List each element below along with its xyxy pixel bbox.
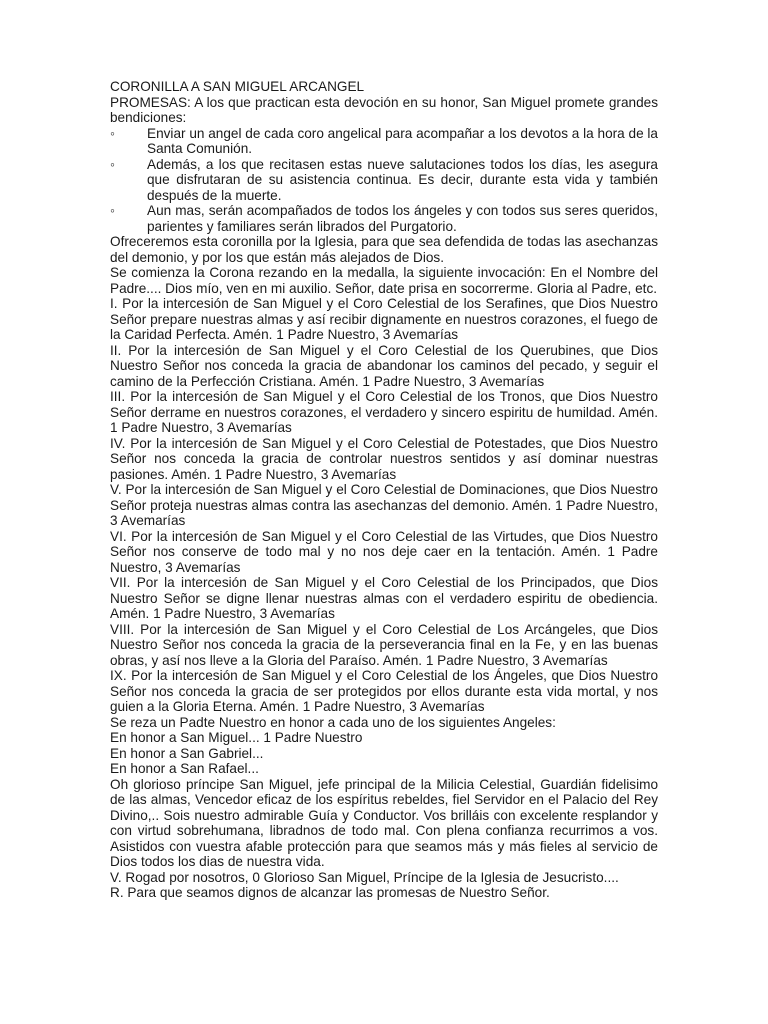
promise-text: Enviar un angel de cada coro angelical para acompañar a los devotos a la hora de la Santa Comunión. xyxy=(147,125,658,156)
body-paragraph: VIII. Por la intercesión de San Miguel y el Coro Celestial de Los Arcángeles, que Dios Nuestro Señor nos conceda la gracia de la perseverancia final en la Fe, y en las buenas obras, y así nos lleve a la Gloria del Paraíso. Amén. 1 Padre Nuestro, 3 Avemarías xyxy=(110,621,658,668)
body-paragraph: R. Para que seamos dignos de alcanzar las promesas de Nuestro Señor. xyxy=(110,885,550,900)
body-paragraph: V. Rogad por nosotros, 0 Glorioso San Miguel, Príncipe de la Iglesia de Jesucristo.... xyxy=(110,869,619,885)
body-paragraph: IX. Por la intercesión de San Miguel y el Coro Celestial de los Ángeles, que Dios Nuestro Señor nos conceda la gracia de ser protegidos por ellos durante esta vida mortal, y nos guien a la Gloria Eterna. Amén. 1 Padre Nuestro, 3 Avemarías xyxy=(110,668,658,714)
body-paragraph: En honor a San Miguel... 1 Padre Nuestro xyxy=(110,730,363,745)
document-page xyxy=(110,79,658,901)
body-paragraph: En honor a San Gabriel... xyxy=(110,745,264,761)
body-paragraph: I. Por la intercesión de San Miguel y el Coro Celestial de los Serafines, que Dios Nuestro Señor prepare nuestras almas y así recibir dignamente en nuestros corazones, el fuego de la Caridad Perfecta. Amén. 1 Padre Nuestro, 3 Avemarías xyxy=(110,296,658,342)
promesas-paragraph: PROMESAS: A los que practican esta devoción en su honor, San Miguel promete grandes bendiciones: xyxy=(110,94,658,125)
promise-item xyxy=(110,203,658,234)
body-paragraph: Se comienza la Corona rezando en la medalla, la siguiente invocación: En el Nombre del Padre.... Dios mío, ven en mi auxilio. Señor, date prisa en socorrerme. Gloria al Padre, etc. xyxy=(110,265,658,296)
promise-text: Aun mas, serán acompañados de todos los ángeles y con todos sus seres queridos, parientes y familiares serán librados del Purgatorio. xyxy=(147,203,658,234)
bullet-icon: ◦ xyxy=(110,156,115,172)
promise-item xyxy=(110,157,658,204)
body-paragraph: V. Por la intercesión de San Miguel y el Coro Celestial de Dominaciones, que Dios Nuestro Señor proteja nuestras almas contra las asechanzas del demonio. Amén. 1 Padre Nuestro, 3 Avemarías xyxy=(110,482,658,528)
prayer-body xyxy=(110,234,658,901)
document-title: CORONILLA A SAN MIGUEL ARCANGEL xyxy=(110,79,365,94)
promise-list xyxy=(110,126,658,235)
body-paragraph: III. Por la intercesión de San Miguel y el Coro Celestial de los Tronos, que Dios Nuestro Señor derrame en nuestros corazones, el verdadero y sincero espiritu de humildad. Amén. 1 Padre Nuestro, 3 Avemarías xyxy=(110,389,658,435)
body-paragraph: VI. Por la intercesión de San Miguel y el Coro Celestial de las Virtudes, que Dios Nuestro Señor nos conserve de todo mal y no nos deje caer en la tentación. Amén. 1 Padre Nuestro, 3 Avemarías xyxy=(110,528,658,575)
body-paragraph: Ofreceremos esta coronilla por la Iglesia, para que sea defendida de todas las asechanzas del demonio, y por los que están más alejados de Dios. xyxy=(110,234,658,265)
promise-item xyxy=(110,126,658,157)
body-paragraph: VII. Por la intercesión de San Miguel y el Coro Celestial de los Principados, que Dios Nuestro Señor se digne llenar nuestras almas con el verdadero espiritu de obediencia. Amén. 1 Padre Nuestro, 3 Avemarías xyxy=(110,575,658,621)
bullet-icon: ◦ xyxy=(110,125,115,141)
body-paragraph: II. Por la intercesión de San Miguel y el Coro Celestial de los Querubines, que Dios Nuestro Señor nos conceda la gracia de abandonar los caminos del pecado, y seguir el camino de la Perfección Cristiana. Amén. 1 Padre Nuestro, 3 Avemarías xyxy=(110,342,658,389)
body-paragraph: En honor a San Rafael... xyxy=(110,761,259,776)
body-paragraph: Oh glorioso príncipe San Miguel, jefe principal de la Milicia Celestial, Guardián fidelisimo de las almas, Vencedor eficaz de los espíritus rebeldes, fiel Servidor en el Palacio del Rey Divino,.. Sois nuestro admirable Guía y Conductor. Vos brilláis con excelente resplandor y con virtud sobrehumana, libradnos de todo mal. Con plena confianza recurrimos a vos. Asistidos con vuestra afable protección para que seamos más y más fieles al servicio de Dios todos los dias de nuestra vida. xyxy=(110,776,658,869)
bullet-icon: ◦ xyxy=(110,203,115,218)
body-paragraph: Se reza un Padte Nuestro en honor a cada uno de los siguientes Angeles: xyxy=(110,714,556,730)
promise-text: Además, a los que recitasen estas nueve salutaciones todos los días, les asegura que disfrutaran de su asistencia continua. Es decir, durante esta vida y también después de la muerte. xyxy=(147,156,658,203)
body-paragraph: IV. Por la intercesión de San Miguel y el Coro Celestial de Potestades, que Dios Nuestro Señor nos conceda la gracia de controlar nuestros sentidos y así dominar nuestras pasiones. Amén. 1 Padre Nuestro, 3 Avemarías xyxy=(110,435,658,482)
